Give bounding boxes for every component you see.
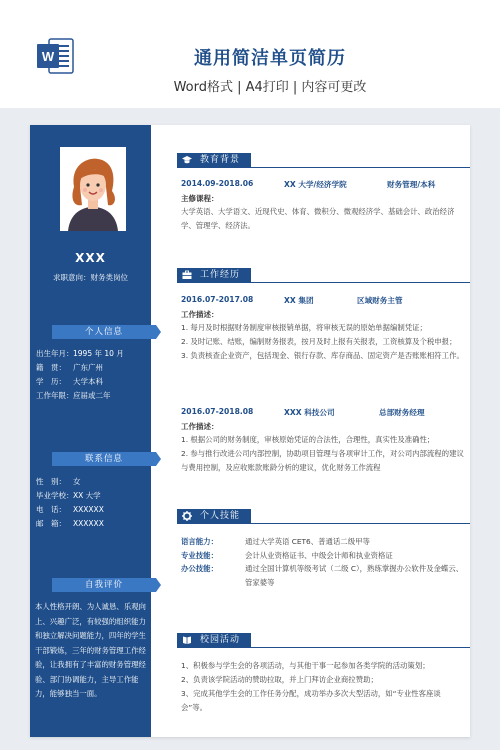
campus-list xyxy=(181,659,465,715)
header xyxy=(0,0,500,108)
job-period: 2016.07-2017.08 xyxy=(181,295,254,304)
personal-info-list xyxy=(36,347,148,403)
info-row: 工作年限： 应届或二年 xyxy=(36,391,111,400)
job-intent: 求职意向：财务类岗位 xyxy=(53,273,128,282)
skill-row: 办公技能： 通过全国计算机等级考试（二级 C），熟练掌握办公软件及金蝶云、管家婆等 xyxy=(181,564,464,587)
profile-name: XXX xyxy=(75,251,106,265)
courses-label: 主修课程： xyxy=(181,194,219,203)
book-icon xyxy=(182,635,192,645)
self-eval-heading: 自我评价 xyxy=(52,578,156,592)
section-divider xyxy=(177,282,470,283)
info-row: 籍 贯： 广东广州 xyxy=(36,363,103,372)
left-sidebar xyxy=(30,125,151,737)
contact-row: 毕业学校： XX 大学 xyxy=(36,491,101,500)
courses-text: 大学英语、大学语文、近现代史、体育、微积分、微观经济学、基础会计、政治经济学、管理学、经济法。 xyxy=(181,207,455,230)
work-heading: 工作经历 xyxy=(177,268,251,282)
job-company: XX 集团 xyxy=(284,296,314,305)
campus-heading: 校园活动 xyxy=(177,633,251,647)
section-divider xyxy=(177,167,470,168)
job-desc xyxy=(181,321,465,363)
education-major: 财务管理/本科 xyxy=(387,180,436,189)
contact-row: 邮 箱： XXXXXX xyxy=(36,519,104,528)
avatar-illustration xyxy=(60,147,126,231)
education-heading: 教育背景 xyxy=(177,153,251,167)
contact-row: 电 话： XXXXXX xyxy=(36,505,104,514)
job-company: XXX 科技公司 xyxy=(284,408,335,417)
job-desc-label: 工作描述： xyxy=(181,310,219,319)
job-desc-line: 1. 每月及时根据财务制度审核报销单据，将审核无误的原始单据编制凭证； xyxy=(181,323,427,332)
skill-row: 语言能力： 通过大学英语 CET6、普通话二级甲等 xyxy=(181,537,370,546)
contact-info-heading: 联系信息 xyxy=(52,452,156,466)
campus-line: 1、积极参与学生会的各项活动，与其他干事一起参加各类学院的活动策划； xyxy=(181,661,430,670)
contact-row: 性 别： 女 xyxy=(36,477,81,486)
job-desc-line: 2. 及时记账、结账，编制财务报表，按月及时上报有关报表，工资核算及个税申报； xyxy=(181,337,457,346)
skills-list xyxy=(181,535,465,589)
gear-icon xyxy=(182,511,192,521)
svg-text:W: W xyxy=(41,49,55,64)
education-period: 2014.09-2018.06 xyxy=(181,179,254,188)
personal-info-heading: 个人信息 xyxy=(52,325,156,339)
graduation-cap-icon xyxy=(182,155,192,165)
skill-row: 专业技能： 会计从业资格证书、中级会计师和执业资格证 xyxy=(181,550,393,560)
job-desc-line: 1. 根据公司的财务制度，审核原始凭证的合法性，合理性，真实性及准确性； xyxy=(181,435,435,444)
job-desc-line: 3. 负责核查企业资产，包括现金、银行存款、库存商品、固定资产是否账账相符工作。 xyxy=(181,351,464,360)
job-role: 区域财务主管 xyxy=(357,296,403,305)
education-school: XX 大学/经济学院 xyxy=(284,180,347,189)
self-eval-text: 本人性格开朗、为人诚恳、乐观向上、兴趣广泛，有较强的组织能力和独立解决问题能力，四年的学生干部锻炼，三年的财务管理工作经验，让我拥有了丰富的财务管理经验、部门协调能力，主导工作能力，能够独当一面。 xyxy=(35,602,146,698)
info-row: 学 历： 大学本科 xyxy=(36,377,103,386)
job-desc-label: 工作描述： xyxy=(181,422,219,431)
campus-line: 3、完成其他学生会的工作任务分配，成功举办多次大型活动，如“专业性客座谈会”等。 xyxy=(181,689,441,712)
contact-info-list xyxy=(36,475,148,531)
section-divider xyxy=(177,523,470,524)
briefcase-icon xyxy=(182,270,192,280)
skills-heading: 个人技能 xyxy=(177,509,251,523)
resume-page xyxy=(30,125,470,737)
page-subtitle: Word格式 | A4打印 | 内容可更改 xyxy=(173,80,367,95)
avatar xyxy=(60,147,126,231)
page-title: 通用简洁单页简历 xyxy=(194,48,346,69)
job-role: 总部财务经理 xyxy=(379,408,425,417)
campus-line: 2、负责该学院活动的赞助拉取，并上门拜访企业商拉赞助； xyxy=(181,675,378,684)
job-desc-line: 2. 参与推行改进公司内部控制，协助项目管理与各项审计工作，对公司内部流程的建议与费用控制，及应收账款账龄分析的建议，优化财务工作流程 xyxy=(181,449,464,472)
job-desc xyxy=(181,433,465,475)
info-row: 出生年月： 1995 年 10 月 xyxy=(36,349,124,358)
job-period: 2016.07-2018.08 xyxy=(181,407,254,416)
section-divider xyxy=(177,647,470,648)
